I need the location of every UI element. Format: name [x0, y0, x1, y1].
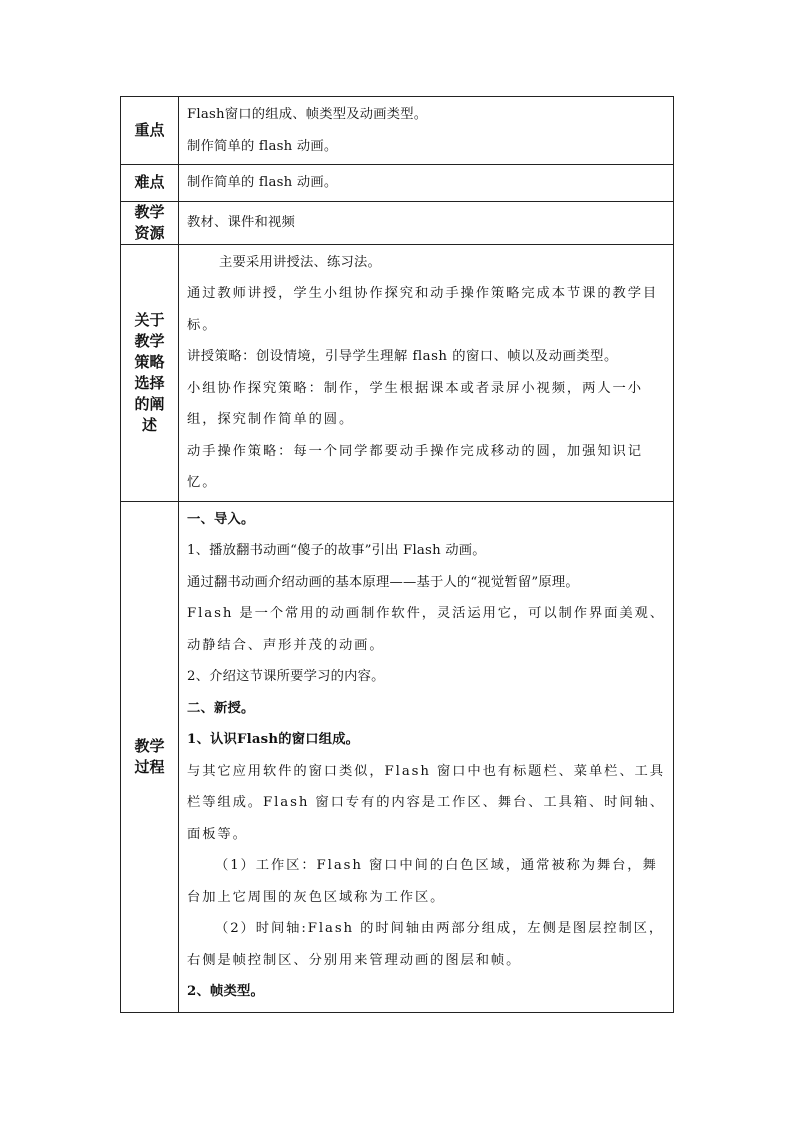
- text-line: 1、认识Flash的窗口组成。: [187, 732, 360, 747]
- text-line: 制作简单的 flash 动画。: [187, 138, 338, 154]
- text-line: Flash窗口的组成、帧类型及动画类型。: [187, 107, 428, 122]
- text-line: 主要采用讲授法、练习法。: [219, 254, 381, 270]
- row-strategy: [121, 244, 674, 501]
- text-line: （1）工作区：Flash 窗口中间的白色区域，通常被称为舞台，舞台加上它周围的灰色区域称为工作区。: [187, 858, 658, 905]
- row-key-points: [121, 97, 674, 165]
- label-resources-text: 教学资源: [134, 202, 165, 242]
- text-line: 2、帧类型。: [187, 984, 264, 999]
- text-line: 通过翻书动画介绍动画的基本原理——基于人的“视觉暂留”原理。: [187, 574, 579, 590]
- content-resources: [179, 201, 674, 244]
- text-line: 讲授策略：创设情境，引导学生理解 flash 的窗口、帧以及动画类型。: [187, 349, 618, 364]
- text-line: 教材、课件和视频: [187, 214, 295, 230]
- text-line: （2）时间轴:Flash 的时间轴由两部分组成，左侧是图层控制区，右侧是帧控制区、分别用来管理动画的图层和帧。: [187, 921, 665, 968]
- row-process: [121, 501, 674, 1012]
- text-line: 动手操作策略：每一个同学都要动手操作完成移动的圆，加强知识记忆。: [187, 443, 643, 490]
- text-line: 二、新授。: [187, 700, 255, 716]
- label-resources: [121, 201, 179, 244]
- label-strategy: [121, 244, 179, 501]
- lesson-plan-table: [120, 96, 674, 1013]
- content-difficulties: [179, 165, 674, 202]
- label-key-points: 重点: [121, 97, 179, 165]
- row-difficulties: [121, 165, 674, 202]
- content-key-points: [179, 97, 674, 165]
- label-process: [121, 501, 179, 1012]
- label-strategy-text: 关于教学策略选择的阐述: [134, 310, 165, 434]
- text-line: 通过教师讲授，学生小组协作探究和动手操作策略完成本节课的教学目标。: [187, 286, 659, 333]
- content-process: [179, 501, 674, 1012]
- label-difficulties: 难点: [121, 165, 179, 202]
- label-process-text: 教学过程: [134, 736, 165, 776]
- content-strategy: [179, 244, 674, 501]
- text-line: 小组协作探究策略：制作，学生根据课本或者录屏小视频，两人一小组，探究制作简单的圆。: [187, 380, 643, 427]
- text-line: 制作简单的 flash 动画。: [187, 175, 338, 190]
- text-line: 2、介绍这节课所要学习的内容。: [187, 669, 385, 684]
- row-resources: [121, 201, 674, 244]
- text-line: 1、播放翻书动画“傻子的故事”引出 Flash 动画。: [187, 543, 486, 558]
- text-line: 一、导入。: [187, 511, 255, 527]
- text-line: 与其它应用软件的窗口类似，Flash 窗口中也有标题栏、菜单栏、工具栏等组成。Flash 窗口专有的内容是工作区、舞台、工具箱、时间轴、面板等。: [187, 763, 665, 842]
- text-line: Flash 是一个常用的动画制作软件，灵活运用它，可以制作界面美观、动静结合、声形并茂的动画。: [187, 606, 665, 653]
